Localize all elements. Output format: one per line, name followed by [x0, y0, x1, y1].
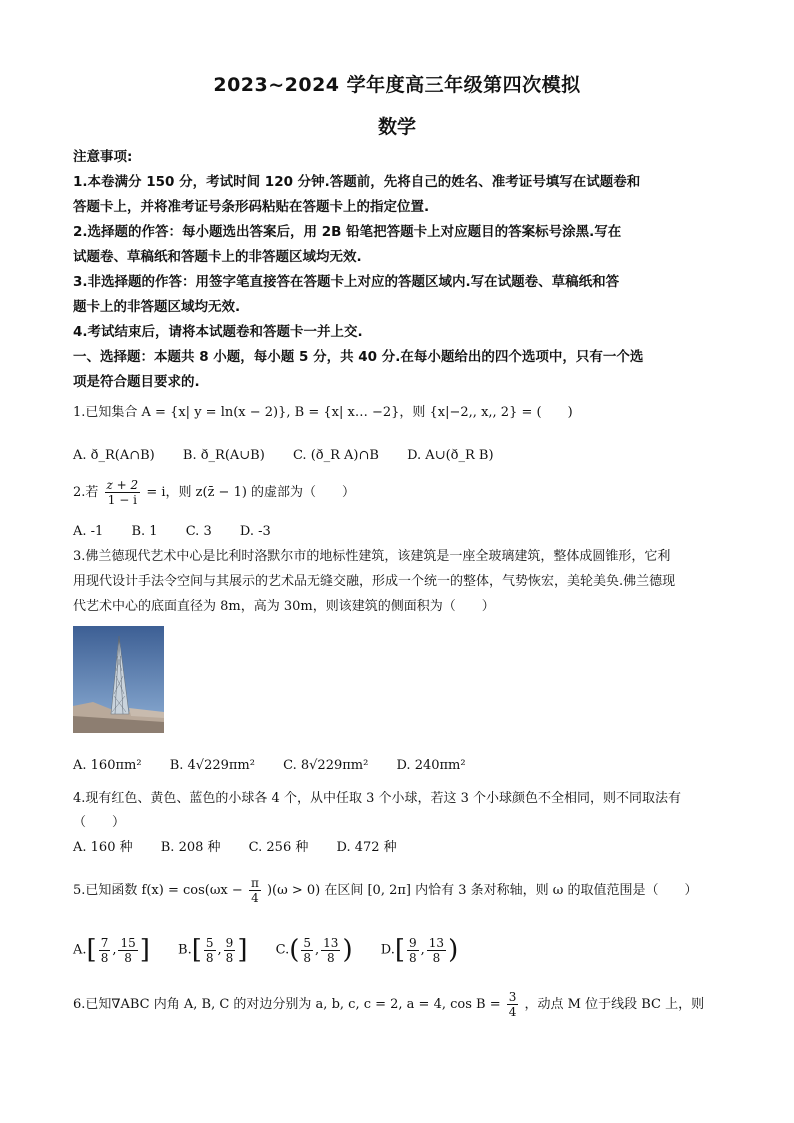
q2-option-a: A. -1: [73, 524, 104, 539]
q5-option-c: C.( $\frac{5}{8}$ , $\frac{13}{8}$ ): [275, 935, 353, 965]
q5-pre: 5.已知函数 f(x) = cos(ωx −: [73, 883, 243, 898]
q5-fraction: [249, 876, 261, 905]
q3-option-d: D. 240πm²: [396, 758, 466, 773]
q1-option-d: D. A∪(ð_R B): [407, 448, 494, 463]
building-photo: [73, 626, 164, 733]
q4-option-d: D. 472 种: [336, 840, 397, 855]
q5-d-lower-den: 8: [409, 950, 417, 965]
q5-option-b-label: B.: [178, 942, 192, 958]
q5-post: )(ω > 0) 在区间 [0, 2π] 内恰有 3 条对称轴，则 ω 的取值范围是（ ）: [266, 883, 698, 898]
note-3-line-2: 题卡上的非答题区域均无效.: [73, 299, 241, 315]
question-2-options: [73, 523, 723, 541]
question-4-options: [73, 839, 723, 857]
note-1-line-1: 1.本卷满分 150 分，考试时间 120 分钟.答题前，先将自己的姓名、准考证号填写在试题卷和: [73, 174, 641, 190]
question-3-options: [73, 757, 723, 775]
q5-a-upper-den: 8: [124, 950, 132, 965]
q5-d-upper-den: 8: [432, 950, 441, 965]
q5-c-lower-num: 5: [303, 935, 312, 950]
q5-b-upper-num: 9: [225, 935, 234, 950]
q2-denominator: 1 − i: [107, 493, 137, 507]
q2-option-c: C. 3: [185, 524, 212, 539]
question-2-stem: [73, 478, 723, 508]
q5-option-a-label: A.: [73, 942, 87, 958]
q3-option-b: B. 4√229πm²: [169, 758, 255, 773]
notes-heading: 注意事项:: [73, 149, 133, 165]
q5-option-b: B.[ $\frac{5}{8}$ , $\frac{9}{8}$ ]: [178, 935, 248, 965]
question-3-line-1: 3.佛兰德现代艺术中心是比利时洛默尔市的地标性建筑，该建筑是一座全玻璃建筑，整体成圆锥形，它利: [73, 549, 671, 564]
q5-option-a: A.[ $\frac{7}{8}$ , $\frac{15}{8}$ ]: [73, 935, 150, 965]
q5-d-upper-num: 13: [428, 935, 445, 950]
question-3-line-3: 代艺术中心的底面直径为 8m，高为 30m，则该建筑的侧面积为（ ）: [73, 599, 495, 614]
q5-d-lower-num: 9: [409, 935, 417, 950]
q2-post: = i，则 z(z̄ − 1) 的虚部为（ ）: [146, 485, 356, 500]
q3-option-a: A. 160πm²: [73, 758, 142, 773]
q1-option-b: B. ð_R(A∪B): [182, 448, 265, 463]
q5-option-c-label: C.: [275, 942, 290, 958]
q5-numerator: π: [250, 876, 259, 890]
q5-b-lower-num: 5: [205, 935, 214, 950]
question-5-stem: [73, 876, 723, 906]
q3-option-c: C. 8√229πm²: [283, 758, 369, 773]
q4-option-a: A. 160 种: [73, 840, 133, 855]
question-3-line-2: 用现代设计手法令空间与其展示的艺术品无缝交融，形成一个统一的整体，气势恢宏，美轮美奂.佛兰德现: [73, 574, 676, 589]
cone-building-image: [73, 626, 164, 733]
q2-numerator: z + 2: [106, 478, 139, 492]
q6-pre: 6.已知∇ABC 内角 A, B, C 的对边分别为 a, b, c, c = 2, a = 4, cos B =: [73, 997, 501, 1012]
q6-fraction: [507, 990, 519, 1019]
q2-fraction: [105, 478, 141, 507]
q2-option-d: D. -3: [239, 524, 271, 539]
q1-option-c: C. (ð_R A)∩B: [292, 448, 379, 463]
q5-c-lower-den: 8: [303, 950, 312, 965]
note-4: 4.考试结束后，请将本试题卷和答题卡一并上交.: [73, 324, 363, 340]
q5-option-d-label: D.: [380, 942, 395, 958]
note-2-line-1: 2.选择题的作答：每小题选出答案后，用 2B 铅笔把答题卡上对应题目的答案标号涂黑.写在: [73, 224, 622, 240]
q1-option-a: A. ð_R(A∩B): [73, 448, 155, 463]
q5-c-upper-den: 8: [326, 950, 335, 965]
q6-post: ，动点 M 位于线段 BC 上，则: [524, 997, 705, 1012]
section-1-heading-line-2: 项是符合题目要求的.: [73, 374, 200, 390]
q4-option-b: B. 208 种: [160, 840, 221, 855]
q2-pre: 2.若: [73, 485, 99, 500]
exam-title: 2023~2024 学年度高三年级第四次模拟: [213, 74, 581, 96]
section-1-heading-line-1: 一、选择题：本题共 8 小题，每小题 5 分，共 40 分.在每小题给出的四个选项中，只有一个选: [73, 349, 644, 365]
note-3-line-1: 3.非选择题的作答：用签字笔直接答在答题卡上对应的答题区域内.写在试题卷、草稿纸和答: [73, 274, 620, 290]
question-5-options: [73, 932, 723, 969]
q4-option-c: C. 256 种: [248, 840, 309, 855]
q5-c-upper-num: 13: [323, 935, 339, 950]
question-1-options: [73, 447, 723, 465]
question-1-stem: 1.已知集合 A = {x| y = ln(x − 2)}, B = {x| x… −2}，则 {x|−2,, x,, 2} = ( ): [73, 405, 573, 420]
q2-option-b: B. 1: [131, 524, 158, 539]
q5-a-upper-num: 15: [120, 935, 136, 950]
q5-b-lower-den: 8: [205, 950, 214, 965]
q5-denominator: 4: [251, 891, 259, 905]
q5-b-upper-den: 8: [225, 950, 234, 965]
question-4-line-2: （ ）: [73, 815, 126, 830]
question-6-stem: [73, 990, 723, 1020]
note-2-line-2: 试题卷、草稿纸和答题卡上的非答题区域均无效.: [73, 249, 362, 265]
question-4-line-1: 4.现有红色、黄色、蓝色的小球各 4 个，从中任取 3 个小球，若这 3 个小球颜色不全相同，则不同取法有: [73, 791, 682, 806]
q5-a-lower-den: 8: [100, 950, 109, 965]
q5-option-d: D.[ $\frac{9}{8}$ , $\frac{13}{8}$ ): [380, 935, 459, 965]
q5-a-lower-num: 7: [100, 935, 109, 950]
subject-title: 数学: [377, 116, 416, 138]
q6-denominator: 4: [508, 1005, 517, 1019]
note-1-line-2: 答题卡上，并将准考证号条形码粘贴在答题卡上的指定位置.: [73, 199, 430, 215]
q6-numerator: 3: [508, 990, 517, 1004]
